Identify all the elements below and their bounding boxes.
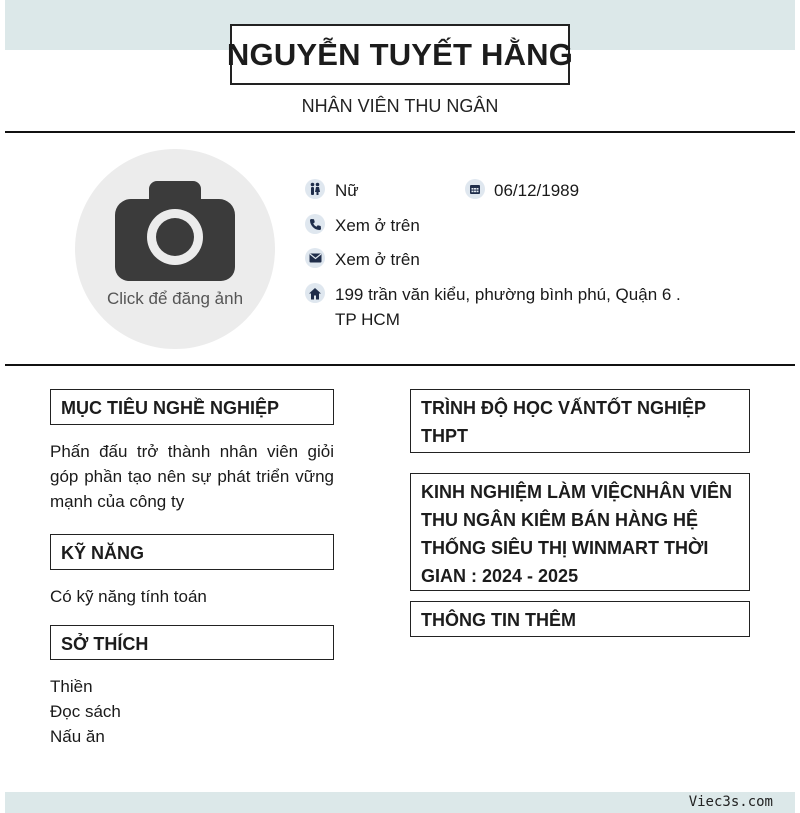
objective-heading: MỤC TIÊU NGHỀ NGHIỆP — [50, 389, 334, 425]
footer-brand[interactable]: Viec3s.com — [688, 794, 773, 810]
photo-upload[interactable] — [75, 149, 275, 349]
hobbies-heading: SỞ THÍCH — [50, 625, 334, 660]
job-title: NHÂN VIÊN THU NGÂN — [301, 96, 499, 116]
hobby-item: Nấu ăn — [50, 727, 105, 746]
calendar-icon — [465, 179, 485, 199]
skills-text: Có kỹ năng tính toán — [50, 587, 207, 606]
skills-heading: KỸ NĂNG — [50, 534, 334, 570]
hobby-item: Thiền — [50, 677, 93, 696]
gender-value: Nữ — [335, 181, 359, 200]
address-line-1: 199 trần văn kiểu, phường bình phú, Quận 6 . — [335, 285, 681, 304]
education-section: TRÌNH ĐỘ HỌC VẤNTỐT NGHIỆP THPT — [410, 389, 750, 453]
objective-text: Phấn đấu trở thành nhân viên giỏi góp phần tạo nên sự phát triển vững mạnh của công ty — [50, 442, 334, 511]
photo-upload-label: Click để đăng ảnh — [106, 289, 244, 308]
hobby-item: Đọc sách — [50, 702, 121, 721]
address-line-2: TP HCM — [335, 310, 400, 329]
experience-section: KINH NGHIỆM LÀM VIỆCNHÂN VIÊN THU NGÂN KIÊM BÁN HÀNG HỆ THỐNG SIÊU THỊ WINMART THỜI GIAN : 2024 - 2025 — [410, 473, 750, 591]
body-divider — [5, 364, 795, 366]
candidate-name: NGUYỄN TUYẾT HẰNG — [226, 36, 574, 72]
email-icon — [305, 248, 325, 268]
email-value: Xem ở trên — [335, 250, 420, 269]
phone-value: Xem ở trên — [335, 216, 420, 235]
camera-icon — [115, 179, 235, 283]
birthdate-value: 06/12/1989 — [494, 181, 580, 200]
name-box — [226, 24, 574, 85]
home-icon — [305, 283, 325, 303]
footer-band — [5, 792, 795, 813]
header-divider — [5, 131, 795, 133]
gender-icon — [305, 179, 325, 199]
more-info-heading: THÔNG TIN THÊM — [410, 601, 750, 637]
phone-icon — [305, 214, 325, 234]
